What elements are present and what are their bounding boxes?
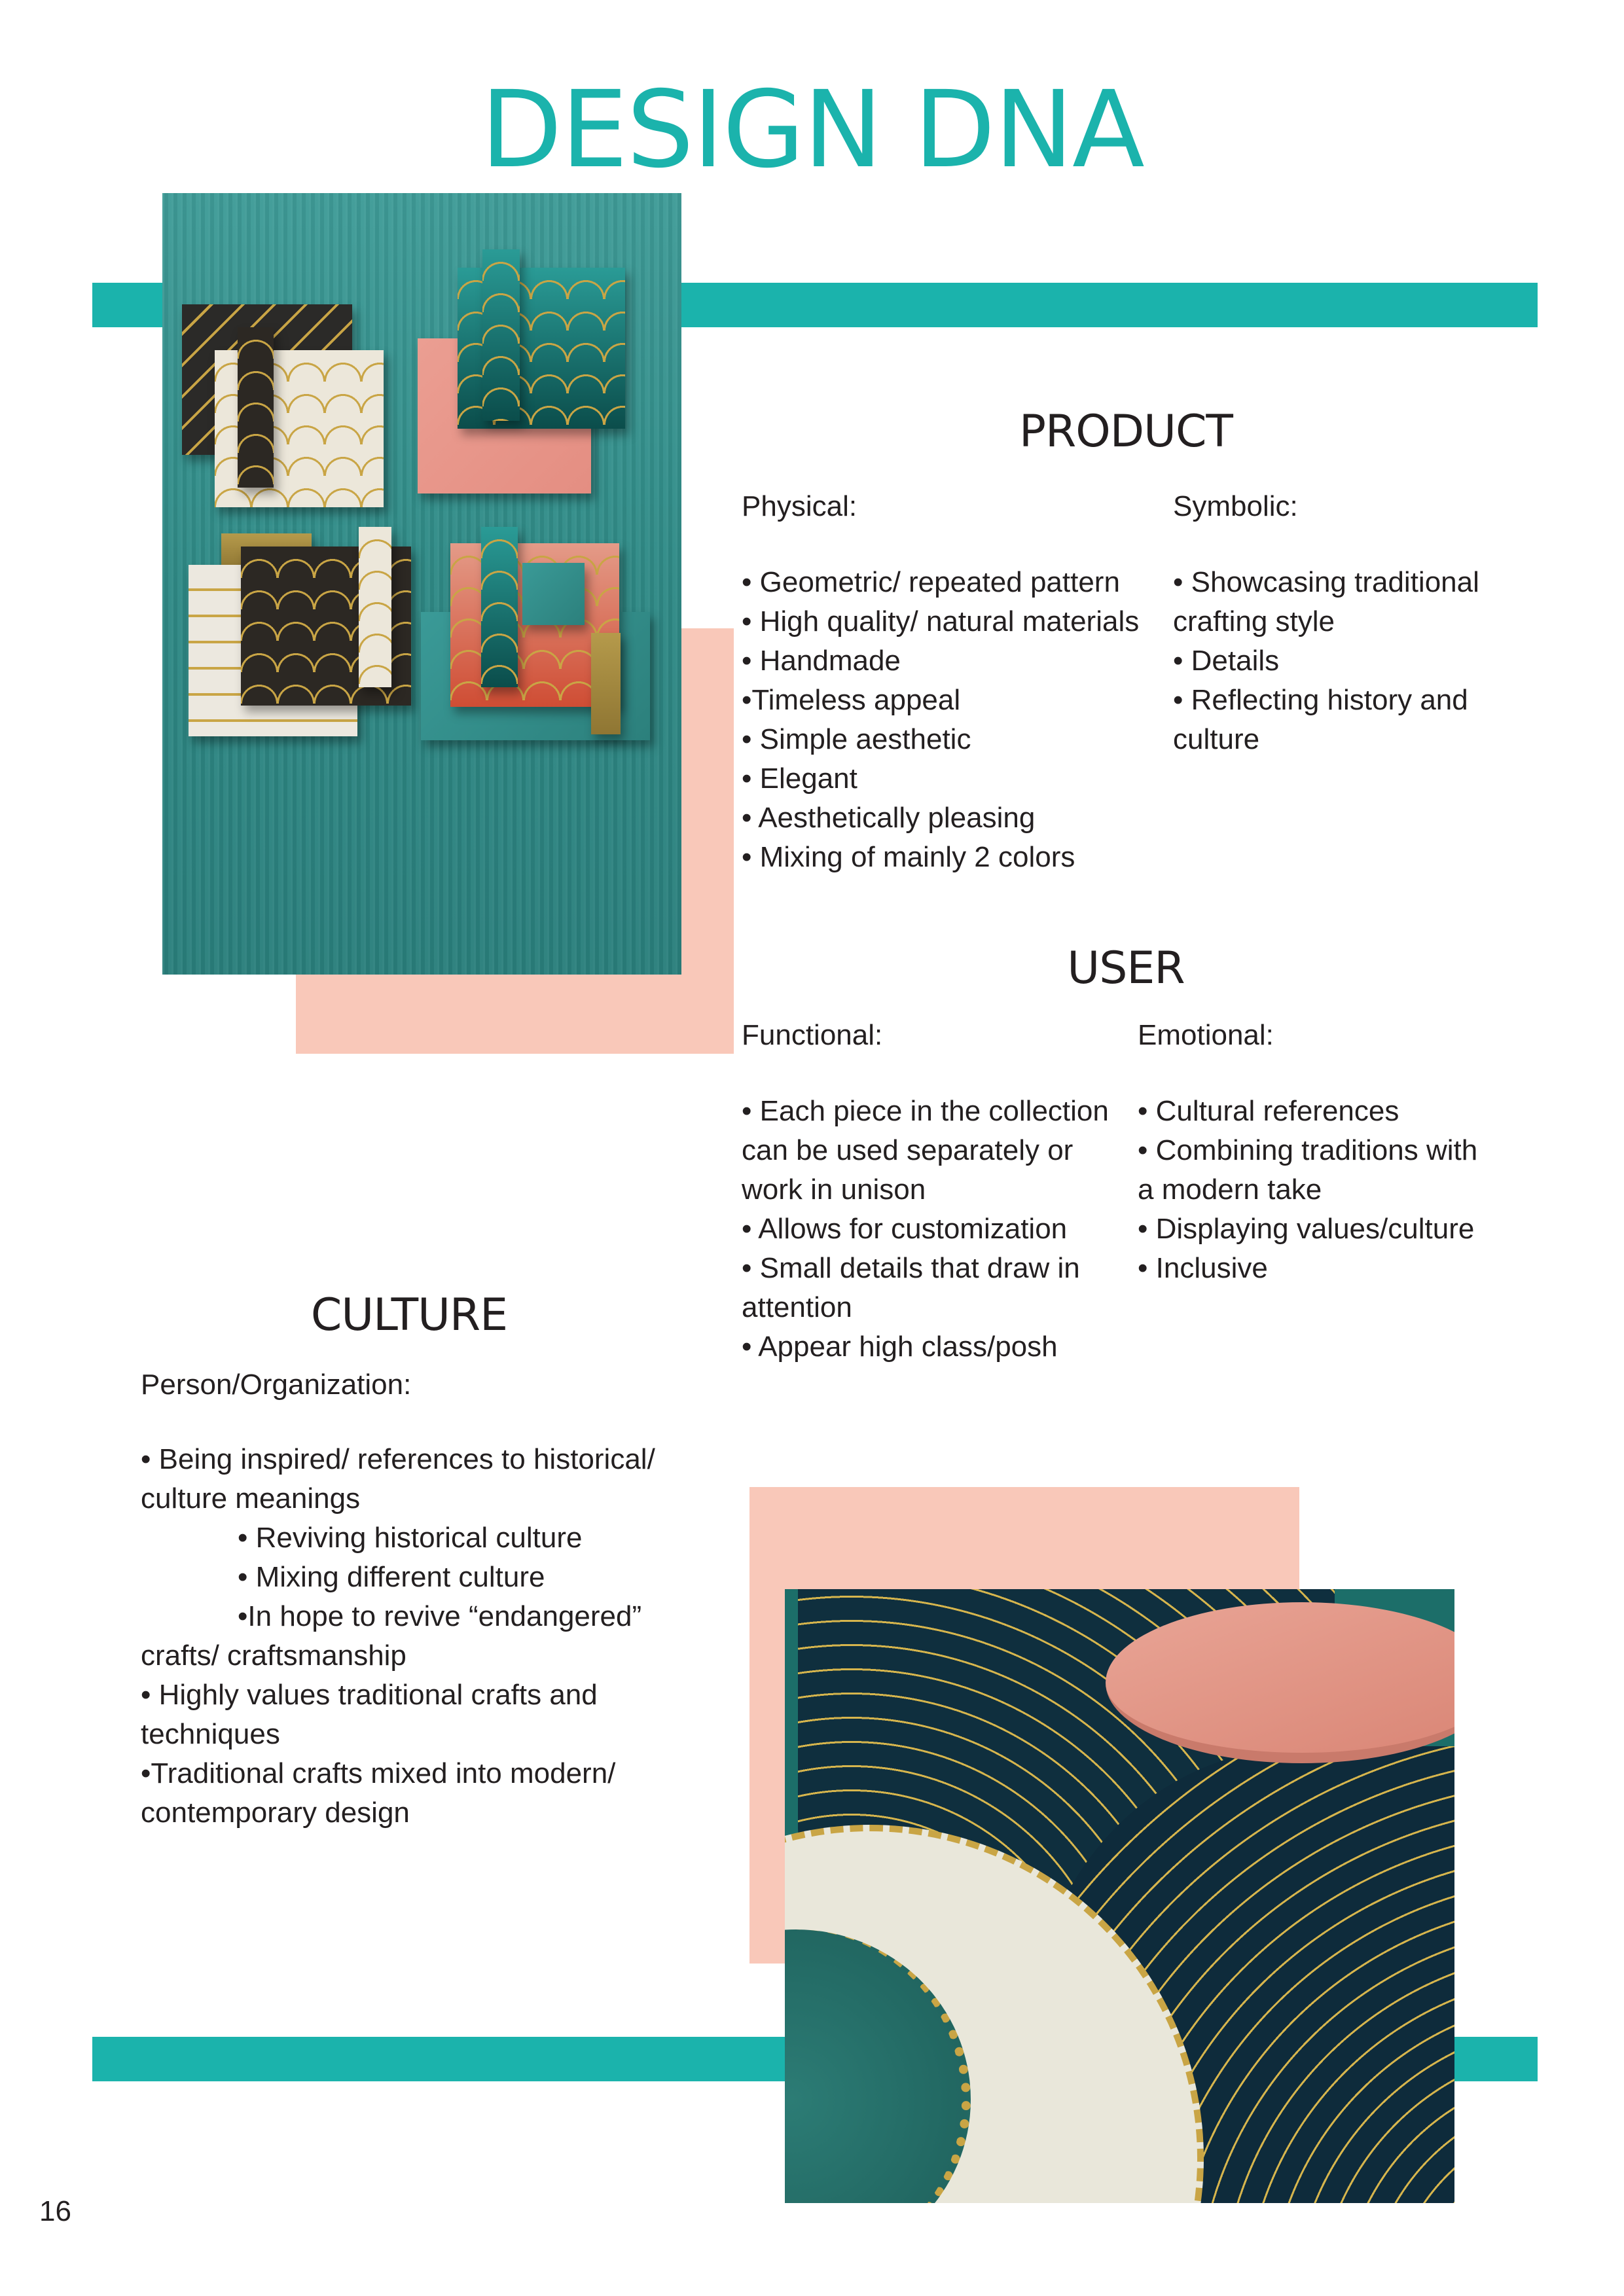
list-item-indented: • Reviving historical culture — [238, 1522, 583, 1554]
list-item: • Handmade — [742, 645, 901, 677]
dark-scale-strip — [238, 327, 274, 488]
tile-samples-photo — [162, 193, 681, 975]
emotional-label: Emotional: — [1138, 1019, 1274, 1051]
list-item: work in unison — [742, 1174, 926, 1206]
list-item: crafts/ craftsmanship — [141, 1640, 406, 1672]
teal-scale-strip — [482, 249, 520, 421]
tables-photo — [785, 1589, 1454, 2203]
person-organization-label: Person/Organization: — [141, 1369, 412, 1401]
small-teal-square — [522, 563, 585, 625]
physical-label: Physical: — [742, 490, 857, 522]
list-item: • Elegant — [742, 762, 857, 795]
list-item: culture meanings — [141, 1482, 361, 1515]
emotional-list — [1138, 1092, 1543, 1288]
page-title: DESIGN DNA — [480, 69, 1144, 192]
list-item: • Mixing of mainly 2 colors — [742, 841, 1075, 873]
list-item-indented: • Mixing different culture — [238, 1561, 545, 1593]
list-item: •Timeless appeal — [742, 684, 961, 716]
list-item: • Inclusive — [1138, 1252, 1268, 1284]
list-item: contemporary design — [141, 1797, 410, 1829]
list-item: • Showcasing traditional — [1173, 566, 1479, 598]
list-item: attention — [742, 1291, 852, 1323]
list-item: techniques — [141, 1718, 280, 1750]
list-item: culture — [1173, 723, 1260, 755]
list-item: • Cultural references — [1138, 1095, 1399, 1127]
list-item: • Details — [1173, 645, 1280, 677]
list-item: crafting style — [1173, 605, 1335, 637]
list-item: can be used separately or — [742, 1134, 1074, 1166]
list-item: • Being inspired/ references to historical/ — [141, 1443, 655, 1475]
culture-heading: CULTURE — [310, 1289, 508, 1341]
list-item: • Allows for customization — [742, 1213, 1068, 1245]
functional-label: Functional: — [742, 1019, 883, 1051]
list-item: • Reflecting history and — [1173, 684, 1468, 716]
list-item: a modern take — [1138, 1174, 1322, 1206]
list-item: • Highly values traditional crafts and — [141, 1679, 598, 1711]
list-item: • Aesthetically pleasing — [742, 802, 1036, 834]
brass-strip — [591, 633, 621, 734]
list-item: • High quality/ natural materials — [742, 605, 1140, 637]
list-item: • Simple aesthetic — [742, 723, 971, 755]
page-number: 16 — [39, 2195, 71, 2227]
list-item: • Appear high class/posh — [742, 1331, 1058, 1363]
list-item: • Geometric/ repeated pattern — [742, 566, 1120, 598]
list-item: • Displaying values/culture — [1138, 1213, 1475, 1245]
product-heading: PRODUCT — [1019, 406, 1233, 457]
symbolic-list — [1173, 563, 1540, 759]
list-item: •Traditional crafts mixed into modern/ — [141, 1757, 616, 1789]
user-heading: USER — [1067, 942, 1185, 994]
symbolic-label: Symbolic: — [1173, 490, 1298, 522]
cream-scale-strip — [359, 527, 391, 687]
teal-scale-strip-2 — [481, 527, 518, 687]
list-item-indented: •In hope to revive “endangered” — [238, 1600, 642, 1632]
physical-list — [742, 563, 1161, 877]
functional-list — [742, 1092, 1147, 1367]
list-item: • Combining traditions with — [1138, 1134, 1478, 1166]
culture-list — [141, 1440, 704, 1833]
list-item: • Small details that draw in — [742, 1252, 1080, 1284]
list-item: • Each piece in the collection — [742, 1095, 1109, 1127]
